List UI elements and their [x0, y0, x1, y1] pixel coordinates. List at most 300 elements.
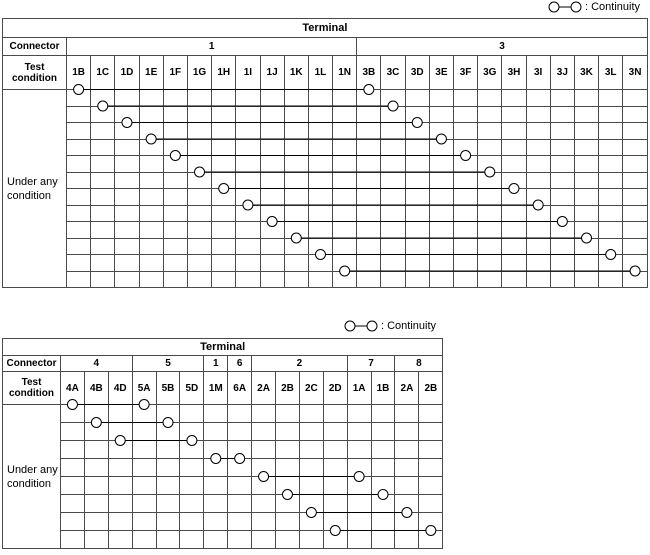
grid-cell	[347, 423, 371, 441]
grid-cell	[550, 90, 574, 107]
grid-cell	[163, 189, 187, 206]
grid-cell	[236, 238, 260, 255]
terminal-header: 3L	[599, 56, 623, 90]
grid-cell	[212, 172, 236, 189]
condition-row	[3, 531, 443, 549]
test-condition-label: Test condition	[3, 372, 61, 405]
grid-cell	[91, 222, 115, 239]
grid-cell	[187, 271, 211, 288]
grid-cell	[526, 205, 550, 222]
grid-cell	[405, 222, 429, 239]
continuity-symbol-icon	[548, 1, 582, 13]
terminal-header: 1B	[371, 372, 395, 405]
terminal-header: 1I	[236, 56, 260, 90]
grid-cell	[381, 139, 405, 156]
grid-cell	[308, 189, 332, 206]
terminal-header: 3F	[454, 56, 478, 90]
grid-cell	[526, 271, 550, 288]
grid-cell	[357, 238, 381, 255]
grid-cell	[599, 222, 623, 239]
connector-row	[3, 356, 443, 372]
grid-cell	[84, 477, 108, 495]
grid-cell	[333, 90, 357, 107]
grid-cell	[502, 123, 526, 140]
grid-cell	[405, 271, 429, 288]
grid-cell	[156, 459, 180, 477]
grid-cell	[308, 271, 332, 288]
grid-cell	[204, 531, 228, 549]
condition-row	[3, 255, 648, 272]
grid-cell	[204, 513, 228, 531]
grid-cell	[599, 123, 623, 140]
grid-cell	[276, 405, 300, 423]
grid-cell	[163, 238, 187, 255]
grid-cell	[163, 222, 187, 239]
terminal-header: 5D	[180, 372, 204, 405]
grid-cell	[284, 106, 308, 123]
test-condition-value: Under any condition	[3, 90, 67, 288]
grid-cell	[84, 531, 108, 549]
table-title-row	[3, 19, 648, 38]
grid-cell	[156, 513, 180, 531]
terminal-header: 1G	[187, 56, 211, 90]
grid-cell	[429, 238, 453, 255]
grid-cell	[419, 441, 443, 459]
grid-cell	[115, 271, 139, 288]
grid-cell	[163, 255, 187, 272]
grid-cell	[478, 271, 502, 288]
grid-cell	[156, 405, 180, 423]
grid-cell	[395, 513, 419, 531]
grid-cell	[236, 189, 260, 206]
grid-cell	[526, 139, 550, 156]
connector-header: 1	[204, 356, 228, 372]
terminal-header: 3D	[405, 56, 429, 90]
connector-header: 7	[347, 356, 395, 372]
table-title-row	[3, 339, 443, 356]
grid-cell	[623, 123, 648, 140]
grid-cell	[333, 271, 357, 288]
grid-cell	[357, 123, 381, 140]
grid-cell	[236, 255, 260, 272]
terminal-header: 5A	[132, 372, 156, 405]
grid-cell	[180, 459, 204, 477]
grid-cell	[212, 123, 236, 140]
grid-cell	[236, 205, 260, 222]
grid-cell	[574, 123, 598, 140]
grid-cell	[574, 189, 598, 206]
grid-cell	[323, 513, 347, 531]
grid-cell	[502, 106, 526, 123]
grid-cell	[478, 156, 502, 173]
grid-cell	[454, 106, 478, 123]
grid-cell	[228, 495, 252, 513]
grid-cell	[67, 90, 91, 107]
terminal-header: 4A	[61, 372, 85, 405]
grid-cell	[333, 106, 357, 123]
grid-cell	[187, 106, 211, 123]
grid-cell	[550, 222, 574, 239]
grid-cell	[180, 441, 204, 459]
grid-cell	[623, 189, 648, 206]
grid-cell	[381, 156, 405, 173]
grid-cell	[284, 90, 308, 107]
grid-cell	[574, 172, 598, 189]
connector-label: Connector	[3, 356, 61, 372]
condition-row	[3, 405, 443, 423]
grid-cell	[405, 156, 429, 173]
grid-cell	[333, 189, 357, 206]
grid-cell	[67, 156, 91, 173]
grid-cell	[308, 156, 332, 173]
grid-cell	[180, 495, 204, 513]
grid-cell	[139, 255, 163, 272]
grid-cell	[67, 222, 91, 239]
condition-row	[3, 495, 443, 513]
grid-cell	[228, 441, 252, 459]
grid-cell	[478, 222, 502, 239]
grid-cell	[252, 405, 276, 423]
grid-cell	[61, 459, 85, 477]
terminal-row	[3, 56, 648, 90]
grid-cell	[115, 255, 139, 272]
grid-cell	[115, 139, 139, 156]
grid-cell	[323, 459, 347, 477]
grid-cell	[108, 513, 132, 531]
grid-cell	[91, 205, 115, 222]
grid-cell	[187, 90, 211, 107]
grid-cell	[599, 189, 623, 206]
grid-cell	[260, 205, 284, 222]
grid-cell	[429, 123, 453, 140]
terminal-header: 3C	[381, 56, 405, 90]
grid-cell	[180, 405, 204, 423]
grid-cell	[454, 222, 478, 239]
grid-cell	[115, 205, 139, 222]
grid-cell	[454, 139, 478, 156]
grid-cell	[187, 123, 211, 140]
grid-cell	[84, 405, 108, 423]
grid-cell	[299, 441, 323, 459]
grid-cell	[381, 189, 405, 206]
grid-cell	[333, 238, 357, 255]
grid-cell	[212, 205, 236, 222]
grid-cell	[108, 477, 132, 495]
grid-cell	[84, 441, 108, 459]
terminal-header: 1B	[67, 56, 91, 90]
grid-cell	[454, 123, 478, 140]
grid-cell	[502, 189, 526, 206]
grid-cell	[299, 495, 323, 513]
terminal-header: 1M	[204, 372, 228, 405]
grid-cell	[419, 423, 443, 441]
terminal-header: 1J	[260, 56, 284, 90]
grid-cell	[212, 189, 236, 206]
continuity-table-2	[2, 338, 443, 549]
grid-cell	[371, 423, 395, 441]
connector-header: 4	[61, 356, 133, 372]
grid-cell	[108, 405, 132, 423]
grid-cell	[139, 222, 163, 239]
condition-row	[3, 238, 648, 255]
grid-cell	[599, 139, 623, 156]
grid-cell	[550, 205, 574, 222]
table-title: Terminal	[3, 339, 443, 356]
grid-cell	[252, 513, 276, 531]
grid-cell	[228, 423, 252, 441]
grid-cell	[308, 205, 332, 222]
grid-cell	[67, 139, 91, 156]
grid-cell	[623, 255, 648, 272]
grid-cell	[163, 123, 187, 140]
grid-cell	[236, 156, 260, 173]
grid-cell	[91, 172, 115, 189]
grid-cell	[115, 123, 139, 140]
terminal-header: 2B	[276, 372, 300, 405]
grid-cell	[276, 531, 300, 549]
grid-cell	[502, 205, 526, 222]
grid-cell	[429, 222, 453, 239]
grid-cell	[299, 459, 323, 477]
continuity-legend-top	[548, 0, 640, 14]
grid-cell	[61, 531, 85, 549]
grid-cell	[550, 271, 574, 288]
grid-cell	[187, 238, 211, 255]
grid-cell	[454, 205, 478, 222]
grid-cell	[276, 495, 300, 513]
grid-cell	[260, 238, 284, 255]
grid-cell	[429, 255, 453, 272]
grid-cell	[163, 205, 187, 222]
grid-cell	[308, 222, 332, 239]
grid-cell	[61, 423, 85, 441]
grid-cell	[132, 531, 156, 549]
grid-cell	[163, 139, 187, 156]
grid-cell	[163, 271, 187, 288]
condition-row	[3, 123, 648, 140]
grid-cell	[212, 156, 236, 173]
grid-cell	[212, 271, 236, 288]
grid-cell	[371, 405, 395, 423]
grid-cell	[187, 139, 211, 156]
terminal-header: 3B	[357, 56, 381, 90]
grid-cell	[574, 255, 598, 272]
continuity-legend-bottom	[344, 319, 436, 333]
grid-cell	[323, 405, 347, 423]
grid-cell	[371, 477, 395, 495]
grid-cell	[599, 255, 623, 272]
table-title: Terminal	[3, 19, 648, 38]
grid-cell	[574, 90, 598, 107]
grid-cell	[502, 271, 526, 288]
terminal-header: 1K	[284, 56, 308, 90]
grid-cell	[91, 156, 115, 173]
grid-cell	[276, 441, 300, 459]
grid-cell	[308, 90, 332, 107]
grid-cell	[623, 172, 648, 189]
grid-cell	[333, 205, 357, 222]
grid-cell	[323, 531, 347, 549]
grid-cell	[284, 189, 308, 206]
grid-cell	[236, 222, 260, 239]
grid-cell	[228, 531, 252, 549]
grid-cell	[252, 423, 276, 441]
grid-cell	[623, 205, 648, 222]
grid-cell	[502, 139, 526, 156]
grid-cell	[180, 477, 204, 495]
grid-cell	[308, 106, 332, 123]
grid-cell	[299, 477, 323, 495]
grid-cell	[139, 205, 163, 222]
grid-cell	[204, 423, 228, 441]
terminal-header: 3E	[429, 56, 453, 90]
grid-cell	[333, 172, 357, 189]
grid-cell	[550, 106, 574, 123]
grid-cell	[381, 238, 405, 255]
grid-cell	[333, 156, 357, 173]
grid-cell	[357, 189, 381, 206]
grid-cell	[347, 459, 371, 477]
grid-cell	[478, 172, 502, 189]
grid-cell	[67, 189, 91, 206]
grid-cell	[299, 531, 323, 549]
grid-cell	[550, 156, 574, 173]
grid-cell	[347, 513, 371, 531]
grid-cell	[156, 477, 180, 495]
grid-cell	[429, 271, 453, 288]
grid-cell	[139, 106, 163, 123]
test-condition-label: Test condition	[3, 56, 67, 90]
grid-cell	[276, 477, 300, 495]
grid-cell	[260, 222, 284, 239]
grid-cell	[108, 495, 132, 513]
grid-cell	[574, 139, 598, 156]
grid-cell	[61, 513, 85, 531]
connector-header: 3	[357, 38, 648, 56]
grid-cell	[623, 106, 648, 123]
grid-cell	[132, 405, 156, 423]
grid-cell	[115, 238, 139, 255]
grid-cell	[228, 405, 252, 423]
grid-cell	[308, 238, 332, 255]
grid-cell	[187, 255, 211, 272]
grid-cell	[284, 205, 308, 222]
grid-cell	[550, 172, 574, 189]
grid-cell	[67, 172, 91, 189]
grid-cell	[371, 531, 395, 549]
grid-cell	[156, 441, 180, 459]
grid-cell	[284, 255, 308, 272]
terminal-header: 1N	[333, 56, 357, 90]
grid-cell	[67, 123, 91, 140]
condition-row	[3, 513, 443, 531]
condition-row	[3, 205, 648, 222]
grid-cell	[212, 139, 236, 156]
grid-cell	[371, 495, 395, 513]
grid-cell	[357, 172, 381, 189]
grid-cell	[347, 477, 371, 495]
grid-cell	[429, 205, 453, 222]
terminal-header: 1C	[91, 56, 115, 90]
grid-cell	[381, 271, 405, 288]
terminal-header: 1D	[115, 56, 139, 90]
grid-cell	[357, 90, 381, 107]
grid-cell	[132, 477, 156, 495]
grid-cell	[333, 123, 357, 140]
grid-cell	[91, 255, 115, 272]
grid-cell	[405, 90, 429, 107]
grid-cell	[91, 90, 115, 107]
grid-cell	[371, 459, 395, 477]
grid-cell	[132, 423, 156, 441]
grid-cell	[204, 441, 228, 459]
terminal-header: 6A	[228, 372, 252, 405]
grid-cell	[347, 441, 371, 459]
grid-cell	[132, 495, 156, 513]
grid-cell	[429, 139, 453, 156]
terminal-header: 1L	[308, 56, 332, 90]
grid-cell	[115, 90, 139, 107]
grid-cell	[599, 172, 623, 189]
grid-cell	[419, 405, 443, 423]
grid-cell	[308, 172, 332, 189]
grid-cell	[260, 90, 284, 107]
grid-cell	[108, 531, 132, 549]
grid-cell	[115, 222, 139, 239]
grid-cell	[61, 441, 85, 459]
grid-cell	[284, 156, 308, 173]
terminal-header: 4D	[108, 372, 132, 405]
grid-cell	[284, 238, 308, 255]
condition-row	[3, 156, 648, 173]
grid-cell	[284, 172, 308, 189]
grid-cell	[333, 255, 357, 272]
grid-cell	[180, 513, 204, 531]
grid-cell	[419, 459, 443, 477]
condition-row	[3, 90, 648, 107]
condition-row	[3, 477, 443, 495]
grid-cell	[260, 123, 284, 140]
grid-cell	[454, 255, 478, 272]
grid-cell	[574, 238, 598, 255]
grid-cell	[357, 139, 381, 156]
terminal-header: 4B	[84, 372, 108, 405]
grid-cell	[623, 238, 648, 255]
grid-cell	[228, 513, 252, 531]
grid-cell	[478, 238, 502, 255]
grid-cell	[357, 156, 381, 173]
grid-cell	[323, 423, 347, 441]
grid-cell	[276, 459, 300, 477]
grid-cell	[371, 441, 395, 459]
grid-cell	[204, 495, 228, 513]
terminal-header: 2A	[395, 372, 419, 405]
grid-cell	[115, 172, 139, 189]
grid-cell	[260, 106, 284, 123]
grid-cell	[405, 255, 429, 272]
grid-cell	[419, 513, 443, 531]
grid-cell	[405, 205, 429, 222]
grid-cell	[550, 139, 574, 156]
grid-cell	[299, 405, 323, 423]
grid-cell	[323, 495, 347, 513]
grid-cell	[526, 172, 550, 189]
grid-cell	[550, 123, 574, 140]
grid-cell	[502, 172, 526, 189]
grid-cell	[67, 255, 91, 272]
grid-cell	[381, 172, 405, 189]
connector-label: Connector	[3, 38, 67, 56]
